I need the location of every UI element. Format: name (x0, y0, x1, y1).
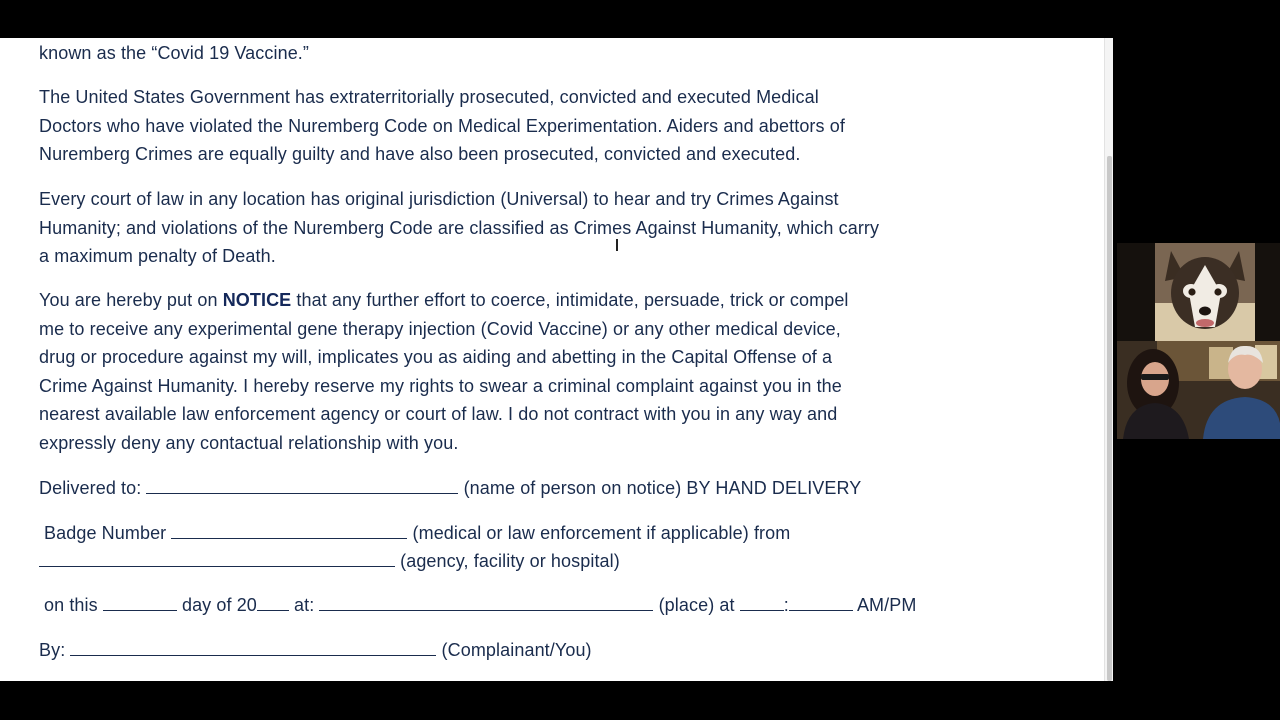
text-line: Doctors who have violated the Nuremberg Code on Medical Experimentation. Aiders and abettors of (39, 115, 845, 136)
date-place-row (44, 591, 916, 620)
at-label: at: (294, 595, 315, 615)
participants-video-icon (1117, 341, 1280, 439)
paragraph-jurisdiction (39, 185, 969, 271)
text-line: expressly deny any contactual relationship with you. (39, 432, 459, 453)
agency-field[interactable] (39, 548, 395, 567)
delivered-to-row (39, 474, 861, 503)
text-line: me to receive any experimental gene therapy injection (Covid Vaccine) or any other medical device, (39, 318, 841, 339)
notice-tail-text: that any further effort to coerce, intimidate, persuade, trick or compel (291, 290, 849, 310)
vertical-scrollbar[interactable] (1104, 38, 1113, 681)
delivered-to-field[interactable] (146, 475, 458, 494)
text-line: nearest available law enforcement agency or court of law. I do not contract with you in any way and (39, 404, 838, 425)
text-line: known as the “Covid 19 Vaccine.” (39, 43, 310, 63)
minute-field[interactable] (789, 592, 853, 611)
complainant-note: (Complainant/You) (441, 640, 592, 660)
time-colon: : (783, 595, 789, 615)
by-label: By: (39, 640, 66, 660)
text-line: a maximum penalty of Death. (39, 246, 276, 267)
badge-note: (medical or law enforcement if applicable) from (412, 523, 791, 543)
agency-row (39, 547, 620, 576)
text-line (39, 286, 969, 315)
text-line: Crime Against Humanity. I hereby reserve my rights to swear a criminal complaint against you in the (39, 375, 842, 396)
notice-keyword: NOTICE (222, 290, 292, 310)
place-label: (place) at (658, 595, 735, 615)
paragraph-prosecution (39, 83, 969, 169)
delivered-label: Delivered to: (39, 478, 142, 498)
day-field[interactable] (103, 592, 177, 611)
text-line: drug or procedure against my will, implicates you as aiding and abetting in the Capital Offense of a (39, 347, 833, 368)
on-this-label: on this (44, 595, 98, 615)
text-cursor-icon (616, 239, 618, 251)
notice-lead-text: You are hereby put on (39, 290, 223, 310)
text-line: Every court of law in any location has original jurisdiction (Universal) to hear and try Crimes Against (39, 189, 839, 209)
paragraph-intro-tail (39, 39, 969, 68)
place-field[interactable] (319, 592, 653, 611)
document-page[interactable] (0, 38, 1113, 681)
dog-avatar-icon (1155, 243, 1255, 341)
delivered-note: (name of person on notice) BY HAND DELIVERY (463, 478, 862, 498)
badge-label: Badge Number (44, 523, 167, 543)
text-line: Nuremberg Crimes are equally guilty and have also been prosecuted, convicted and executed. (39, 144, 801, 165)
video-call-panel (1117, 243, 1280, 439)
text-line: The United States Government has extraterritorially prosecuted, convicted and executed Medical (39, 87, 819, 107)
by-row (39, 636, 592, 665)
badge-number-field[interactable] (171, 520, 407, 539)
day-of-label: day of 20 (181, 595, 257, 615)
hour-field[interactable] (740, 592, 784, 611)
badge-number-row (44, 519, 790, 548)
year-field[interactable] (257, 592, 289, 611)
text-line: Humanity; and violations of the Nuremberg Code are classified as Crimes Against Humanity, which carry (39, 217, 880, 238)
ampm-label: AM/PM (856, 595, 917, 615)
agency-note: (agency, facility or hospital) (400, 551, 620, 571)
complainant-field[interactable] (70, 637, 436, 656)
scrollbar-thumb[interactable] (1107, 156, 1112, 681)
paragraph-notice (39, 286, 969, 458)
